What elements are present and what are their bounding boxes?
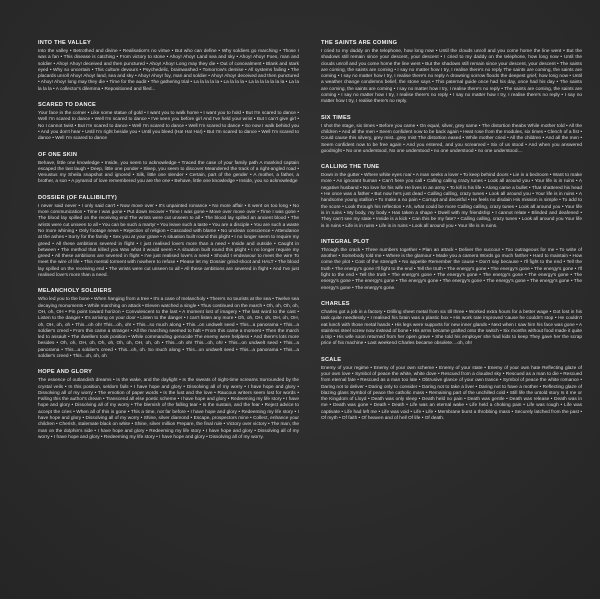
song-scared-to-dance (38, 102, 299, 142)
song-title: SCALE (321, 356, 342, 363)
song-title: DOSSIER (OF FALLIBILITY) (38, 194, 118, 201)
song-title: THE SAINTS ARE COMING (321, 40, 398, 46)
song-lyrics: I cried to my daddy on the telephone, how long now • Until the clouds unroll and you come home the line went • But the shadows still remain since your descent, your descent • I cried to my daddy on the telephone, how long now • Until the clouds unroll and you come home the line went • But the shadows still remain since your descent, your descent • The saints are coming, the saints are coming • I say no matter how I try, I realise there's no reply The saints are coming, the saints are coming • I say no matter how I try, I realise there's no reply A drowning sorrow floods the deepest grief, how long now • Until a weather change condemns belief, the stone says • This paternal guide once had his day, once had his day • The saints are coming, the saints are coming • I say no matter how I try, I realise there's no reply • The saints are coming, the saints are coming • I say no matter how I try, I realise there's no reply • I say no matter how I try, I realise there's no reply • I say no matter how I try, I realise there's no reply. (321, 49, 582, 105)
song-lyrics: Through the crack • Three numbers together • Plan an attack • Deliver the succour • Too outrageous for me • To write of another • Somebody told me • Where is the glamour • Made you a camera Words go much farther • Hard to maintain • How come the plot • Cost of the strength • No appetite Remember the cause • Don't say because • I'll fight to the end • Tell the truth • The energy's gone I'll fight to the end • Tell the truth • The energy's gone • The energy's gone • The energy's gone • I'll fight to the end • Tell the truth • The energy's gone • The energy's gone • The energy's gone • The energy's gone • The energy's gone • The energy's gone • The energy's gone • The energy's gone • The energy's gone • The energy's gone • The energy's gone • The energy's gone. (321, 247, 582, 291)
song-scale (321, 357, 582, 423)
song-lyrics: Your face in the corner • Like some statue of gold • I want you to walk home • I want you to hold • But I'm scared to dance • Well I'm scared to dance • Well I'm scared to dance • I've seen you before girl And I've held your wrist • But I can't give girl • No I cannot twist • But I'm scared to dance • Well I'm scared to dance • Well I'm scared to dance • So now I walk behind you • And you don't hear • Until I'm right beside you • Until you bleed (Ha! Ha! Ha!) • But I'm scared to dance • Well I'm scared to dance • Well I'm scared to dance (38, 111, 299, 142)
song-lyrics: I shot the stage, six times • Before you came • On equal, silver, grey same • The distortion theabs While mother told • All the children • And all the men • Seem confident now to be back again • Heat rose from the modules, six times • Clench of a fist • Could cause this silvery, grey mist...grey mist The distortion eased • While mother cried • All the children • And all the men • Seem confident now to be free again • And you entered, and you screamed • Six of us stood • And when you answered goodnight • No one understood, No one understood • no one understood • no one understood.... (321, 123, 582, 154)
song-the-saints-are-coming (321, 40, 582, 106)
song-lyrics: Down in the gutter • Where white eyes roar • A man seeks a lover • To keep behind doors • Lie in a bedroom • Want to make more • An ignorant human • Can't here you call • Calling calling crazy tunes • Look all around you • Your life is in ruins • A negative husband • No love for his wife He lives in an army • To kill is his life • Along came a bullet • That shattered his head • He once was a father • But now he's just dead • Calling calling, crazy tunes • Look all around you • Your life is in ruins • A handsome young stallion • To make a no pain • Corrupt and deceitful • He feels no disdain His mission is simple • To add to the score • Look through his reflection • Ah, what could be more Calling calling, crazy tunes • Look all around you • Your life is in ruins • My body, my body • Has taken a shape • Dwell with my friendship • I cannot relate • Blinded and deafened • They can't see my state • Inside is a kick • Can this be my fate? • Calling calling, crazy tunes • Look all around you Your life is in ruins • Life is in ruins • Life is in ruins • Look all around you • Your life is in ruins. (321, 173, 582, 229)
song-charles (321, 301, 582, 348)
song-title: OF ONE SKIN (38, 151, 78, 158)
song-into-the-valley (38, 40, 299, 93)
song-of-one-skin (38, 152, 299, 186)
song-lyrics: Who led you to the bone • When hanging from a tree • It's a case of melancholy • There's no tourists at the sea • Twelve sea decaying monuments • While marching on attack • Eleven watched a single • Thus continued on the march • Oh, oh, Oh, oh, OH, oh, OH • Pin point toward horizon • Convulescent to the last • A moment lost of imagery • The last word to the cast • Listen to the danger • It's arriving on your door • Listen to the danger • I can't listen any more • Oh, oh, OH, oh, OH, oh, OH, oh, OH, oh, oh • This...oh oh! This...oh, oh! • This...so much along • This...on undwelt seed • This...a panorama • This...a soldier's creed • From this came a stranger • All the marching seemed to halt • From this came a moment • Then the march led to assault • The dwellers took position • While commanding genocide The enemy were helpless • And there's lots more besides • Oh, oh, OH, oh, Oh, oh, Oh, oh, OH, oh, oh • This...oh oh! This...oh, oh! • This...on undwelt seed • This...a panorama • This...a soldier's creed • This...oh, oh. So much along • This...on undwelt seed • This...a panorama • This...a soldier's creed • This...oh, oh, oh (38, 297, 299, 359)
song-lyrics: Enemy of your regime • Enemy of your own scheme • Enemy of your state • Enemy of your own hate Reflecting glaze of your own love • Symbol of peace the white, white dove • Rescued from a clouded sky • Rescued as a man to die • Rescued from eternal fate • Rescued as a man too late • Obtrusive glance of your own trance • Symbol of peace the white romance • Daring not to deliver • Daring only to consider • Daring not to take a liver • Daring not to have a mother • Reflecting glaze of blazing glass Symbol of peace the catholic mass • Remaining part of the unchilled cold • Still life the untold story Is it me or the Kingdom of Lloyd • Death was only sleep • Death held no pain • Death was gentle • Death was release • Death was in me • Death was gone • Death • Death • Life was an eternal wake • Life held a choking pain • Life was rough • Life was captivate • Life had left me • Life was void • Life • Life • Membrane burst a throbbing mass • Securely latched from the past • Of myth • Of faith • Of heaven and of hell Of life • Of death. (321, 365, 582, 422)
lyrics-column-right (321, 40, 582, 589)
song-lyrics: Into the valley • Betrothed and divine • Realisation's no virtue • But who can define • Why soldiers go marching • Those I was a fan • This disease is catching • From victory to stone • Ahoy! Ahoy! Land sea and sky • Ahoy! Ahoy! Foes, man and soldier • Ahoy! Ahoy! deceived and then punctured • Ahoy! Ahoy! Long may they die • Out of concealment • Blank and stark eyed • Why so uncertain • This culture devours • Psychedelic, brainwashed • Tomorrow's demise • All systems failing • The placards unroll Ahoy! Ahoy! land, sea and sky • Ahoy! Ahoy! foy, man and soldier • Ahoy! Ahoy! deceived and then punctured • Ahoy! Ahoy! long may they die • Time for the audit • The gathering trial • La la la la la • La la la la • La la la la la la la • La la la la la • A collector's dilemma • Repositioned and filed... (38, 49, 299, 92)
song-integral-plot (321, 239, 582, 292)
song-title: SIX TIMES (321, 114, 351, 121)
song-calling-the-tune (321, 164, 582, 230)
song-hope-and-glory (38, 369, 299, 441)
song-melancholy-soldiers (38, 288, 299, 360)
song-title: MELANCHOLY SOLDIERS (38, 288, 112, 295)
song-title: SCARED TO DANCE (38, 102, 97, 109)
song-title: INTO THE VALLEY (38, 40, 91, 46)
song-title: CHARLES (321, 300, 350, 307)
song-title: CALLING THE TUNE (321, 164, 380, 171)
song-lyrics: Behave, little one knowledge • Inside, you seem to acknowledge • Traced the case of your family path A mankind captain escaped the last laugh • Deep, little one ponder • Sleep, you seem to discover Meandered the track of a right-angled road • Venustus my Sheila snapshot and ignored • Silk, little one slender • Certain, part of the gender • A mother, a father, a brother, a son • A pyramid of love remembered you are the one • Behave, little one knowledge • Inside, you so acknowledge (38, 160, 299, 185)
song-title: INTEGRAL PLOT (321, 238, 370, 245)
song-six-times (321, 115, 582, 155)
song-dossier (38, 195, 299, 280)
song-title: HOPE AND GLORY (38, 369, 93, 376)
song-lyrics: I never said never • I only said can't • Now move over • It's unpainted romance • No more affair • It went on too long • No more communication • Time I was gone • Put down recover • Time I was gone • Move over move over • Time I was gone • The blood lay spilled on the receiving end The wrists were cut unseen to all • The blood lay spilled an ancient blood • The wrists were cut unseen to all • You can be such a martyr • You leave such a taste • You are a disciple • You are such a waste No more whining • Only footage news • Rejection of religion • Cascaded with blame • No unclean conscience • Attendance at the ashes • Sorry for the family • Sex you at your grave • A situation built round this plight • I no longer seem to require my greed • All these ambitions severed in flight • I just realised love's more than a need • Inside and outside • Caught in between • The method that killed you Was what it would seem • A situation built round this plight • I no longer require my greed • All these ambitions are severed in flight • I've just realised love's a need • Should I endeavour to meet the wire To meet the wire of life • This mental torment with nowhere to refuse • Please let my Dossier grind-shoot and HALT • The blood lay spilled on the receiving end • The wrists were cut unseen to all • All these ambitions are severed in flight • And I've just realised love's more than a need. (38, 203, 299, 279)
lyrics-column-left (38, 40, 299, 589)
song-lyrics: The essence of outlandish dreams • Is the wake, and the daylight • Is the sweats of night-time screams Surrounded by the crystal veils • In this position, seldom fails • I have hope and glory • Dissolving all of my worry • I have hope and glory • Dissolving all of my worry • The emotion of paper words • Is the lust and the love • Raucous writers seem lost for words • Falling this the author's dream • Transcend all else poetic scheme • I have hope and glory • Redeeming my life story • I have hope and glory • Dissolving all of my worry • The blemish of the falling tear • Is the sustain, and the fear • Reject advice to accept the cries • When all of this is gone • This a time, not far before • I have hope and glory • Redeeming my life story • I have hope and glory • Dissolving all of my worry • Shine, silver diamond • Escape, prospectors mine • Collect, enhance your children • Cherish, stalemate black on white • Shine, silver million Prepare, the final rule • Victory over victory • The man, the man on the dolphin's side • I have hope and glory • Redeeming my life story • I have hope and glory • Dissolving all of my worry • I have hope and glory • Redeeming my life story • I have hope and glory • Dissolving all of my worry. (38, 378, 299, 440)
song-lyrics: Charles got a job in a factory • Drilling sheet metal from six till three • Worked extra hours for a better wage • Got lost in his task quite needlessly • I realised his brain was a plastic box • His work rate improved 'cause he couldn't stop • He couldn't eat lunch with those metal hands • His legs were supports for new inner glands • Next when I saw him his face was gone • A stainless steel screw now instead of bone • His arms became grafted onto the switch • Six months without food made it quite a trip • His wife soon returned from her open grave • She told his employer she had kids to keep They gave her the scrap price of his machine • Last weekend Charles became obsolete....oh, oh! (321, 309, 582, 347)
